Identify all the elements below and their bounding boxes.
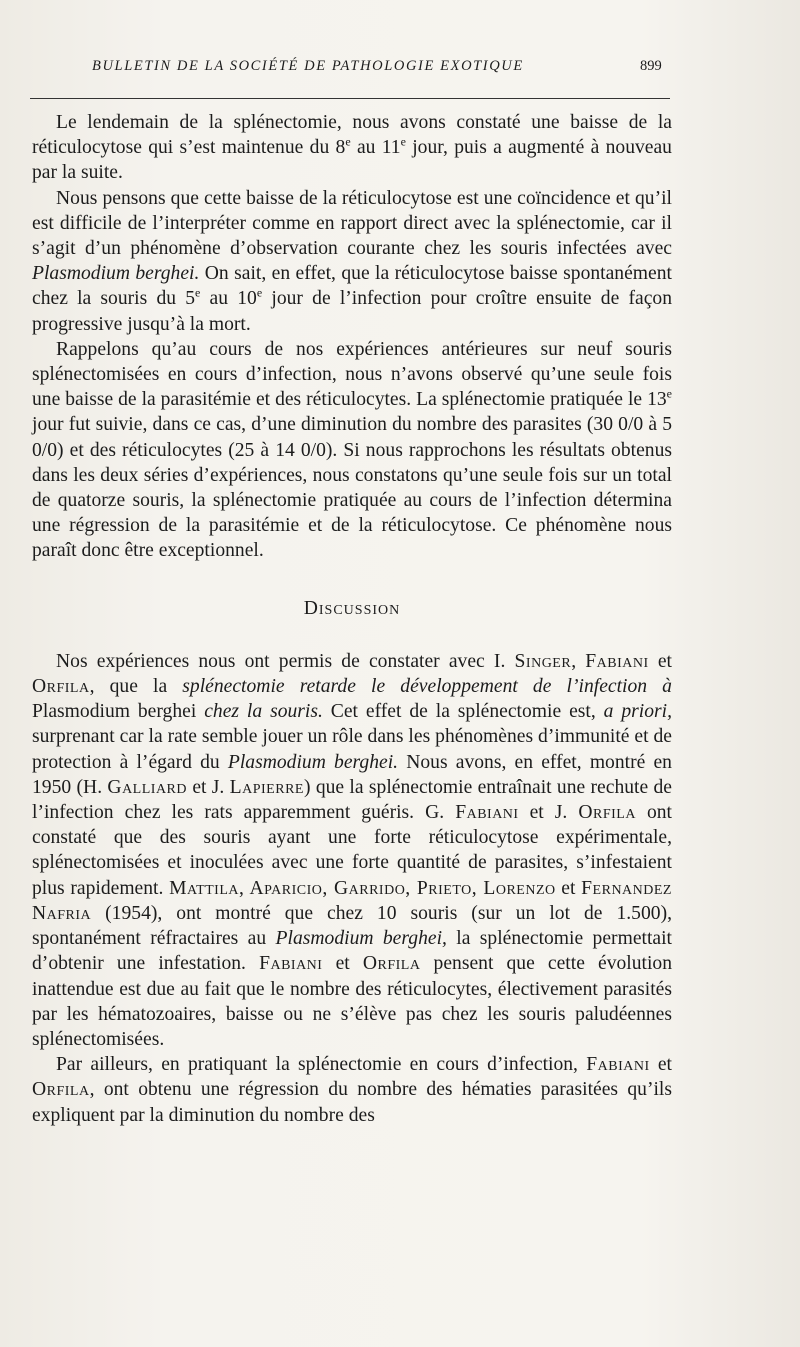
paragraph-1: Le lendemain de la splénectomie, nous avons constaté une baisse de la réticulocytose qui s’est maintenue du 8e au 11e jour, puis a augmenté à nouveau par la suite.	[32, 112, 672, 184]
paragraph-5: Par ailleurs, en pratiquant la splénectomie en cours d’infection, Fabiani et Orfila, ont obtenu une régression du nombre des hématies parasitées qu’ils expliquent par la diminution du nombre des	[32, 1054, 673, 1126]
header-rule	[30, 98, 670, 99]
article-body	[32, 110, 672, 1128]
journal-title: BULLETIN DE LA SOCIÉTÉ DE PATHOLOGIE EXOTIQUE	[92, 58, 524, 74]
section-heading-discussion: Discussion	[303, 597, 401, 619]
paragraph-3: Rappelons qu’au cours de nos expériences antérieures sur neuf souris splénectomisées en cours d’infection, nous n’avons observé qu’une seule fois une baisse de la parasitémie et des réticulocytes. La splénectomie pratiquée le 13e jour fut suivie, dans ce cas, d’une diminution du nombre des parasites (30 0/0 à 5 0/0) et des réticulocytes (25 à 14 0/0). Si nous rapprochons les résultats obtenus dans les deux séries d’expériences, nous constatons qu’une seule fois sur un total de quatorze souris, la splénectomie pratiquée au cours de l’infection détermina une régression de la parasitémie et de la réticulocytose. Ce phénomène nous paraît donc être exceptionnel.	[32, 338, 672, 562]
paragraph-4: Nos expériences nous ont permis de constater avec I. Singer, Fabiani et Orfila, que la splénectomie retarde le développement de l’infection à Plasmodium berghei chez la souris. Cet effet de la splénectomie est, a priori, surprenant car la rate semble jouer un rôle dans les phénomènes d’immunité et de protection à l’égard du Plasmodium berghei. Nous avons, en effet, montré en 1950 (H. Galliard et J. Lapierre) que la splénectomie entraînait une rechute de l’infection chez les rats apparemment guéris. G. Fabiani et J. Orfila ont constaté que des souris ayant une forte réticulocytose expérimentale, splénectomisées et inoculées avec une forte quantité de parasites, s’infestaient plus rapidement. Mattila, Aparicio, Garrido, Prieto, Lorenzo et Fernandez Nafria (1954), ont montré que chez 10 souris (sur un lot de 1.500), spontanément réfractaires au Plasmodium berghei, la splénectomie permettait d’obtenir une infestation. Fabiani et Orfila pensent que cette évolution inattendue est due au fait que le nombre des réticulocytes, électivement parasités par les hématozoaires, baisse ou ne s’élève pas chez les souris paludéennes splénectomisées.	[32, 650, 673, 1050]
page-number: 899	[640, 58, 662, 74]
paragraph-2: Nous pensons que cette baisse de la réticulocytose est une coïncidence et qu’il est difficile de l’interpréter comme en rapport direct avec la splénectomie, car il s’agit d’un phénomène d’observation courante chez les souris infectées avec Plasmodium berghei. On sait, en effet, que la réticulocytose baisse spontanément chez la souris du 5e au 10e jour de l’infection pour croître ensuite de façon progressive jusqu’à la mort.	[32, 187, 672, 335]
